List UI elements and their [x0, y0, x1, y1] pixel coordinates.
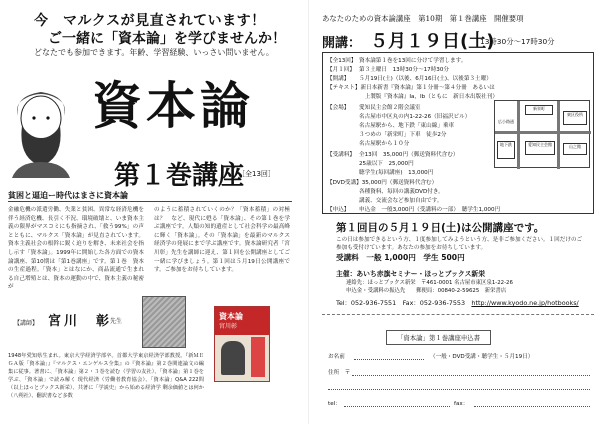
lecturer-tag: 【講師】	[14, 320, 39, 327]
info-row: ３つめの「新栄町」下車 徒歩2分	[359, 132, 447, 138]
map-label: 東区役所	[563, 111, 587, 125]
contact-address: 連絡先：ほっとブックス新栄 〒461-0001 名古屋市東区泉1-22-26	[346, 280, 513, 286]
info-row: 【会場】 愛知民主会館２階会議室	[327, 105, 421, 111]
info-row: 名古屋駅から１０分	[359, 141, 410, 147]
marx-portrait-illustration	[8, 88, 74, 178]
info-row: 講義、交流会など参加自由です。	[359, 198, 443, 204]
lead-line-2: ご一緒に「資本論」を学びませんか！	[48, 31, 286, 47]
lecturer-honorific: 先生	[110, 318, 123, 325]
info-row: 【申込】 申込金 一般3,000円（受講料の一部） 聴学生1,000円	[327, 207, 501, 213]
lecturer-bio: 1948年愛知県生まれ。東京大学経済学部卒。首都大学東京経済学部教授。『新ＭＥＧＡ版「資本論」』『マルクス・エンゲルス全集』の『資本論』第２巻関連論文の編集に従事。著書に、「資本論」第２・３巻を読む（学習の友社）、「資本論」第１巻を学ぶ、「資本論」で読み解く 現代経済（労働者教育協会）、「資本論」Q&A 222問（以上ほっとブックス新栄）、共著に「学説史」から始める経済学 剰余価値とは何か（八朔社）、翻訳書など多数	[8, 353, 204, 399]
main-title: 資本論	[92, 76, 254, 135]
opening-date: ５月１９日(土)	[370, 31, 495, 52]
info-row: 上製版『資本論』Ⅰa，Ⅰb（ともに 新日本出版社刊）	[359, 94, 498, 100]
lead-line-1: 今 マルクスが見直されています！	[34, 13, 266, 29]
page-divider	[308, 0, 309, 424]
info-row: 【開講】 ５月19日(土)（以後、6月16日(土)、以後第３土曜）	[327, 76, 492, 82]
body-column-1: 金融危機の派遣労働、失業と貧困、異常な経済危機を伴う経済危機、長引く不況、環境破壊と、いま資本主義の限界がマスコミにも指摘され、「救う99%」の声とともに、マルクス「資本論」が見直されています。資本主義社会の根幹に鋭く迫りを解き、未来社会を指し示す「資本論」。1999年に開始した各方面での資本論講座、第10期は「第1巻講座」です。第１巻 資本の生産過程。「資本」とはなにか、商品流通で生まれる自己増殖とは、資本の運動の中で、資本主義の秘密が	[8, 207, 144, 291]
info-row: 【月１回】 第３土曜日 13時30分～17時30分	[327, 67, 450, 73]
subhead-rule	[8, 201, 292, 202]
form-address-line[interactable]	[352, 375, 590, 376]
book-cover-title: 資本論	[219, 312, 243, 321]
opening-time: 13時30分～17時30分	[480, 37, 555, 46]
map-label: 新栄町	[525, 105, 553, 115]
contact-payment: 申込金・受講料の振込先 郵便局：00840-2-59625 新栄書店	[346, 288, 507, 294]
form-name-line[interactable]	[354, 359, 424, 360]
lecturer-name: 宮川 彰	[48, 314, 113, 329]
book-cover-image	[214, 306, 270, 382]
website-link[interactable]: http://www.kyodo.ne.jp/hotbooks/	[471, 299, 579, 307]
contact-block	[346, 279, 513, 295]
info-row: 各種資料、毎回の講義DVD付き。	[359, 189, 444, 195]
body-column-2: のように蓄積されていくのか？「資本蓄積」の対極は？ など、現代に甦る「資本論」、その第１巻を学ぶ講座です。人類の知的遺産として社会科学の最高峰に輝く「資本論」。その「資本論」を最新のマルクス経済学の発展にまで学ぶ講座です。資本論研究者「宮川彰」先生を講師に迎え、第１回を公開講座としてご一緒に学びましょう。第１回は５月19日公開講座です。ご参加をお待ちしています。	[154, 207, 290, 274]
info-row: 名古屋駅から、地下鉄「東山線」乗車	[359, 123, 455, 129]
public-lecture-note: この日は参加できるという方、１度参加してみようという方、是非ご参加ください。１回だけのご参加も受付けています。あなたの参加をお待ちしています。	[336, 237, 583, 251]
series-heading: あなたのための資本論講座 第10期 第１巻講座 開催要項	[322, 14, 524, 23]
form-address-line-2[interactable]	[328, 389, 590, 390]
info-row: 【受講料】 全13回 35,000円（郵送資料代含む）	[327, 152, 459, 158]
lecturer-section	[8, 296, 292, 414]
info-row: 【DVD受講】35,000円（郵送資料代含む）	[327, 180, 438, 186]
info-row: 名古屋市中区丸の内1-22-26（旧福沢ビル）	[359, 114, 471, 120]
form-fax-line[interactable]	[474, 406, 590, 407]
form-tel-label: tel：	[328, 401, 341, 407]
course-heading: 第１巻講座	[114, 161, 245, 191]
form-fax-label: fax：	[454, 401, 469, 407]
form-address-label: 住所 〒	[328, 370, 351, 376]
organizer: 主催：あいち赤旗セミナー・ほっとブックス新栄	[336, 270, 485, 278]
map-label: 地下鉄	[497, 141, 515, 159]
application-form-title: 「資本論」第１巻講座申込書	[386, 330, 491, 345]
cut-line	[322, 314, 594, 315]
course-count: ［全13回］	[238, 170, 275, 178]
map-road	[517, 101, 520, 169]
info-row: 25歳以下 25,000円	[359, 161, 414, 167]
map-label: 愛知民主会館	[525, 141, 555, 155]
map-road	[557, 101, 560, 169]
section-subhead: 貧困と逼迫ー時代はまさに資本論	[8, 191, 128, 200]
venue-map	[494, 100, 590, 168]
form-tel-line[interactable]	[344, 406, 450, 407]
lead-line-3: どなたでも参加できます。年齢、学習経験、いっさい問いません。	[34, 48, 274, 57]
form-name-label: お名前	[328, 354, 345, 360]
map-label: 山之館	[563, 143, 587, 155]
map-road	[495, 131, 591, 134]
opening-label: 開講：	[322, 36, 362, 51]
info-row: 【テキスト】新日本新書『資本論』第１分冊～第４分冊 あるいは	[327, 85, 495, 91]
map-label: 広小路通	[497, 119, 515, 127]
info-row: 聴学生(毎回講座) 13,000円	[359, 170, 434, 176]
contact-phone: Tel：052-936-7551 Fax：052-936-7553 http://www.kyodo.ne.jp/hotbooks/	[336, 299, 579, 307]
form-options: （一般・DVD受講・聴学生・５月19日）	[430, 354, 534, 360]
lecturer-photo	[142, 296, 186, 348]
info-row: 【全13回】 資本論第１巻を13回に分けて学習します。	[327, 58, 467, 64]
public-lecture-heading: 第１回目の５月１９日(土)は公開講座です。	[336, 222, 545, 234]
public-lecture-fee: 受講料 一般 1,000円 学生 500円	[336, 253, 465, 262]
book-cover-author: 宮川彰	[219, 323, 238, 330]
